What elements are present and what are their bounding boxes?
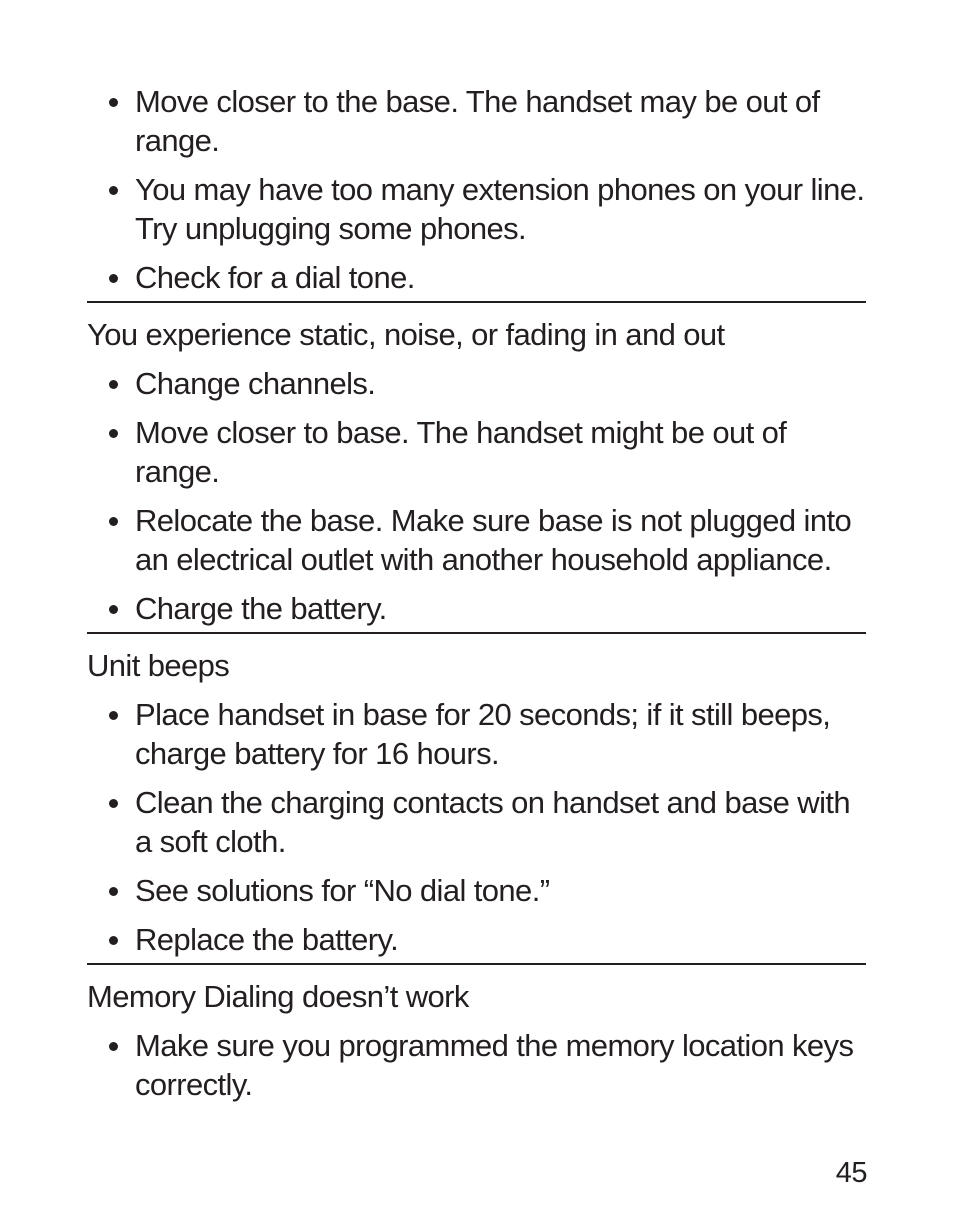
list-item (87, 364, 866, 403)
list-item-text: You may have too many extension phones on your line. Try unplugging some phones. (135, 172, 865, 246)
bullet-icon (109, 380, 118, 389)
bullet-icon (109, 605, 118, 614)
bullet-icon (109, 936, 118, 945)
section-unit-beeps (87, 646, 866, 959)
bullet-icon (109, 274, 118, 283)
bullet-icon (109, 711, 118, 720)
list-item (87, 1026, 866, 1104)
list-item (87, 501, 866, 579)
list-item-text: Relocate the base. Make sure base is not plugged into an electrical outlet with another household appliance. (135, 503, 852, 577)
section-static-noise (87, 315, 866, 628)
bullet-icon (109, 429, 118, 438)
section-memory-dialing (87, 977, 866, 1104)
bullet-list (87, 695, 866, 959)
list-item (87, 413, 866, 491)
bullet-list (87, 1026, 866, 1104)
section-divider (87, 301, 866, 303)
page-content (87, 82, 866, 1108)
bullet-icon (109, 887, 118, 896)
list-item-text: Make sure you programmed the memory location keys correctly. (135, 1028, 854, 1102)
list-item-text: See solutions for “No dial tone.” (135, 873, 550, 908)
section-divider (87, 632, 866, 634)
bullet-icon (109, 799, 118, 808)
list-item-text: Check for a dial tone. (135, 260, 415, 295)
bullet-icon (109, 98, 118, 107)
bullet-icon (109, 186, 118, 195)
list-item-text: Clean the charging contacts on handset and base with a soft cloth. (135, 785, 851, 859)
list-item (87, 920, 866, 959)
list-item-text: Replace the battery. (135, 922, 399, 957)
list-item (87, 82, 866, 160)
section-heading: You experience static, noise, or fading in and out (87, 317, 725, 352)
bullet-icon (109, 517, 118, 526)
list-item (87, 258, 866, 297)
list-item (87, 871, 866, 910)
section-divider (87, 963, 866, 965)
section-heading: Memory Dialing doesn’t work (87, 979, 469, 1014)
list-item-text: Charge the battery. (135, 591, 387, 626)
bullet-list (87, 364, 866, 628)
list-item (87, 589, 866, 628)
bullet-icon (109, 1042, 118, 1051)
list-item-text: Move closer to base. The handset might be out of range. (135, 415, 787, 489)
page-number: 45 (835, 1157, 867, 1189)
section-out-of-range (87, 82, 866, 297)
list-item-text: Place handset in base for 20 seconds; if it still beeps, charge battery for 16 hours. (135, 697, 831, 771)
list-item (87, 170, 866, 248)
list-item (87, 783, 866, 861)
list-item (87, 695, 866, 773)
list-item-text: Move closer to the base. The handset may be out of range. (135, 84, 820, 158)
bullet-list (87, 82, 866, 297)
list-item-text: Change channels. (135, 366, 376, 401)
section-heading: Unit beeps (87, 648, 230, 683)
